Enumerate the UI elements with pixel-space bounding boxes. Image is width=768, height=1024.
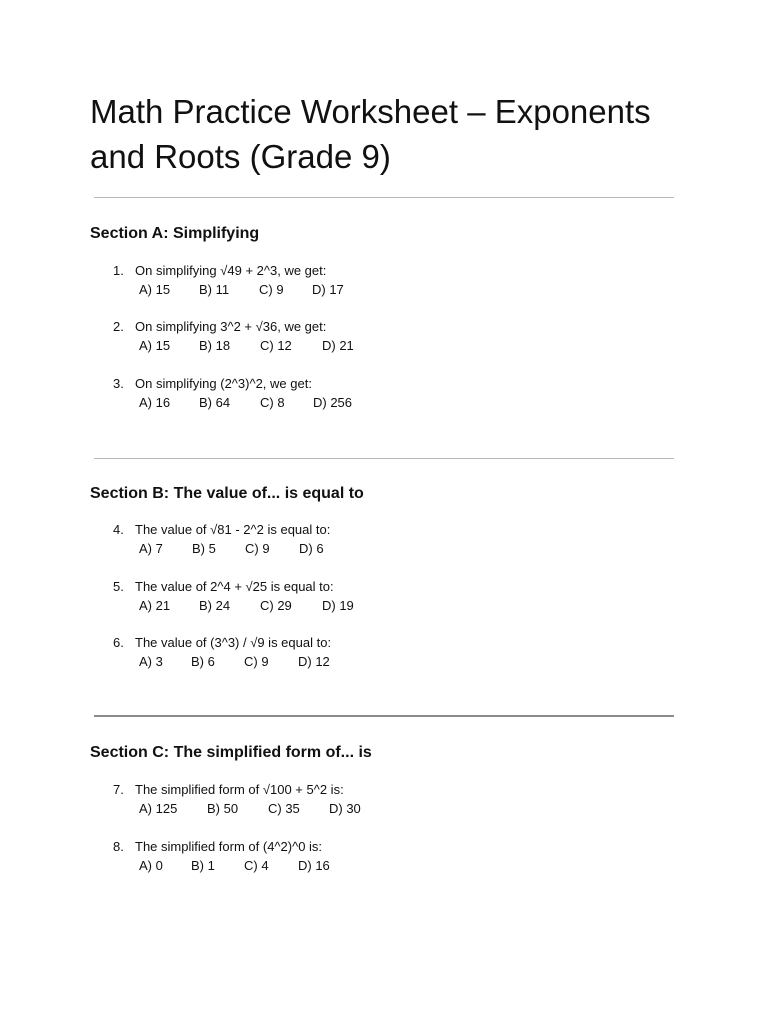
option-b: B) 50 <box>207 801 239 816</box>
option-d: D) 30 <box>329 801 361 816</box>
option-b: B) 6 <box>191 654 215 669</box>
section-c-heading: Section C: The simplified form of... is <box>90 744 372 761</box>
question-number: 8. <box>113 839 124 854</box>
question-7 <box>113 780 713 818</box>
section-b-heading: Section B: The value of... is equal to <box>90 485 364 502</box>
question-number: 5. <box>113 579 124 594</box>
option-a: A) 21 <box>139 598 171 613</box>
question-5 <box>113 577 713 615</box>
option-c: C) 35 <box>268 801 300 816</box>
question-text: The value of (3^3) / √9 is equal to: <box>135 635 332 650</box>
question-2 <box>113 317 713 355</box>
option-a: A) 3 <box>139 654 163 669</box>
title-divider <box>94 197 674 198</box>
question-text: On simplifying √49 + 2^3, we get: <box>135 263 327 278</box>
question-number: 4. <box>113 522 124 537</box>
option-b: B) 5 <box>192 541 216 556</box>
question-number: 3. <box>113 376 124 391</box>
option-d: D) 17 <box>312 282 344 297</box>
question-number: 2. <box>113 319 124 334</box>
question-text: The simplified form of √100 + 5^2 is: <box>135 782 344 797</box>
option-b: B) 64 <box>199 395 231 410</box>
option-c: C) 9 <box>259 282 284 297</box>
question-text: On simplifying 3^2 + √36, we get: <box>135 319 327 334</box>
option-a: A) 16 <box>139 395 171 410</box>
option-a: A) 7 <box>139 541 163 556</box>
question-text: On simplifying (2^3)^2, we get: <box>135 376 312 391</box>
option-c: C) 4 <box>244 858 269 873</box>
option-c: C) 9 <box>244 654 269 669</box>
question-8 <box>113 837 713 875</box>
section-divider <box>94 458 674 459</box>
option-b: B) 1 <box>191 858 215 873</box>
option-d: D) 6 <box>299 541 324 556</box>
option-d: D) 12 <box>298 654 330 669</box>
page-title: Math Practice Worksheet – Exponents and Roots (Grade 9) <box>90 93 651 175</box>
option-c: C) 12 <box>260 338 292 353</box>
option-a: A) 0 <box>139 858 163 873</box>
question-number: 6. <box>113 635 124 650</box>
section-a-heading: Section A: Simplifying <box>90 225 260 242</box>
section-divider <box>94 715 674 717</box>
question-text: The simplified form of (4^2)^0 is: <box>135 839 323 854</box>
question-number: 1. <box>113 263 124 278</box>
question-text: The value of √81 - 2^2 is equal to: <box>135 522 331 537</box>
option-b: B) 24 <box>199 598 231 613</box>
option-b: B) 18 <box>199 338 231 353</box>
question-number: 7. <box>113 782 124 797</box>
option-d: D) 256 <box>313 395 353 410</box>
option-c: C) 29 <box>260 598 292 613</box>
question-4 <box>113 520 713 558</box>
option-c: C) 8 <box>260 395 285 410</box>
option-c: C) 9 <box>245 541 270 556</box>
option-d: D) 19 <box>322 598 354 613</box>
question-text: The value of 2^4 + √25 is equal to: <box>135 579 334 594</box>
question-6 <box>113 633 713 671</box>
question-3 <box>113 374 713 412</box>
option-d: D) 21 <box>322 338 354 353</box>
option-a: A) 125 <box>139 801 178 816</box>
question-1 <box>113 261 713 299</box>
option-b: B) 11 <box>199 282 230 297</box>
option-d: D) 16 <box>298 858 330 873</box>
option-a: A) 15 <box>139 282 171 297</box>
option-a: A) 15 <box>139 338 171 353</box>
